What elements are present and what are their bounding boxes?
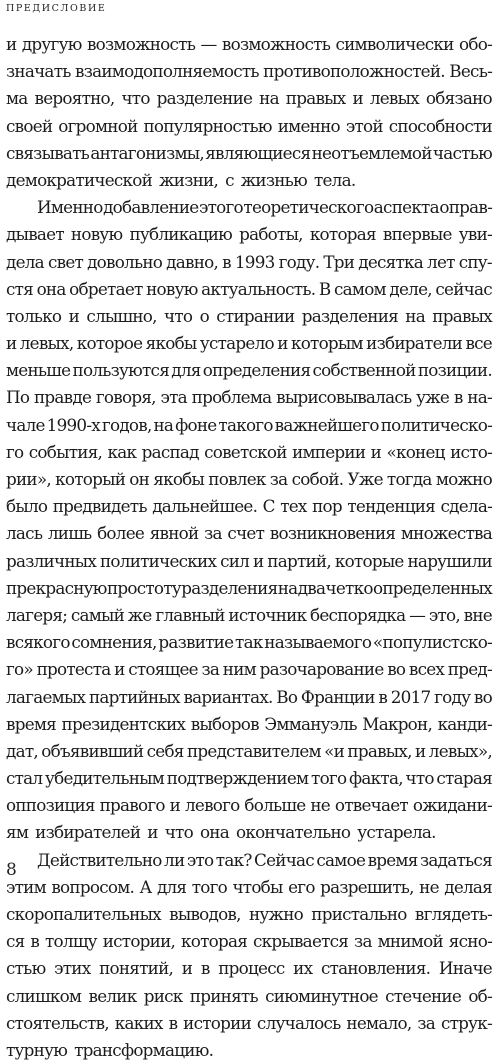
- text-line: этим вопросом. А для того чтобы его разрешить, не делая: [6, 876, 492, 897]
- paragraph: [6, 31, 492, 194]
- text-line: меньше пользуются для определения собственной позиции.: [6, 360, 492, 381]
- text-line: было предвидеть дальнейшее. С тех пор тенденция сдела-: [6, 496, 492, 517]
- text-line: различных политических сил и партий, которые нарушили: [6, 550, 492, 571]
- text-line: значать взаимодополняемость противоположностей. Весь-: [6, 61, 492, 82]
- text-line: ма вероятно, что разделение на правых и левых обязано: [6, 88, 492, 109]
- text-line: рии», который он якобы повлек за собой. Уже тогда можно: [6, 469, 492, 489]
- running-head: ПРЕДИСЛОВИЕ: [6, 3, 107, 14]
- text-line: Именно добавление этого теоретического аспекта оправ-: [37, 197, 492, 218]
- text-line: стал убедительным подтверждением того факта, что старая: [6, 768, 492, 789]
- text-line: прекрасную простоту разделения на два четко определенных: [6, 577, 492, 598]
- text-line: лась лишь более явной за счет возникновения множества: [6, 523, 492, 544]
- text-line: стя она обретает новую актуальность. В самом деле, сейчас: [6, 278, 492, 299]
- text-line: стью этих понятий, и в процесс их становления. Иначе: [6, 958, 492, 979]
- text-line: лагаемых партийных вариантах. Во Франции в 2017 году во: [6, 686, 492, 707]
- text-line: дат, объявивший себя представителем «и правых, и левых»,: [6, 740, 492, 761]
- text-line: чале 1990-х годов, на фоне такого важнейшего политическо-: [6, 414, 492, 435]
- text-line: демократической жизни, с жизнью тела.: [6, 169, 356, 190]
- text-line: всякого сомнения, развитие так называемого «популистско-: [6, 632, 492, 653]
- text-line: дывает новую публикацию работы, которая впервые уви-: [6, 224, 492, 245]
- text-line: По правде говоря, эта проблема вырисовывалась уже в на-: [6, 387, 492, 408]
- text-line: время президентских выборов Эммануэль Макрон, канди-: [6, 713, 492, 734]
- text-line: своей огромной популярностью именно этой способности: [6, 115, 492, 136]
- text-line: лагеря; самый же главный источник беспорядка — это, вне: [6, 604, 492, 625]
- text-line: стоятельств, каких в истории случалось немало, за струк-: [6, 1012, 492, 1033]
- text-line: ям избирателей и что она окончательно устарела.: [6, 822, 436, 843]
- text-line: и левых, которое якобы устарело и которым избиратели все: [6, 333, 492, 354]
- text-line: го» протеста и стоящее за ним разочарование во всех пред-: [6, 659, 492, 680]
- text-line: дела свет довольно давно, в 1993 году. Три десятка лет спу-: [6, 251, 492, 272]
- text-line: только и слышно, что о стирании разделения на правых: [6, 305, 492, 326]
- page-number: 8: [6, 860, 17, 880]
- text-line: связывать антагонизмы, являющиеся неотъемлемой частью: [6, 142, 492, 163]
- text-line: Действительно ли это так? Сейчас самое время задаться: [37, 849, 492, 870]
- text-line: оппозиция правого и левого больше не отвечает ожидани-: [6, 795, 492, 816]
- text-line: ся в толщу истории, которая скрывается за мнимой ясно-: [6, 931, 492, 952]
- paragraph: [6, 847, 492, 1064]
- paragraph: [6, 194, 492, 847]
- text-line: и другую возможность — возможность символически обо-: [6, 34, 492, 54]
- text-line: турную трансформацию.: [6, 1039, 214, 1060]
- text-line: слишком велик риск принять сиюминутное стечение об-: [6, 985, 492, 1006]
- text-line: го события, как распад советской империи и «конец исто-: [6, 441, 492, 462]
- text-line: скоропалительных выводов, нужно пристально вглядеть-: [6, 904, 492, 924]
- page-body-text: [6, 31, 492, 1064]
